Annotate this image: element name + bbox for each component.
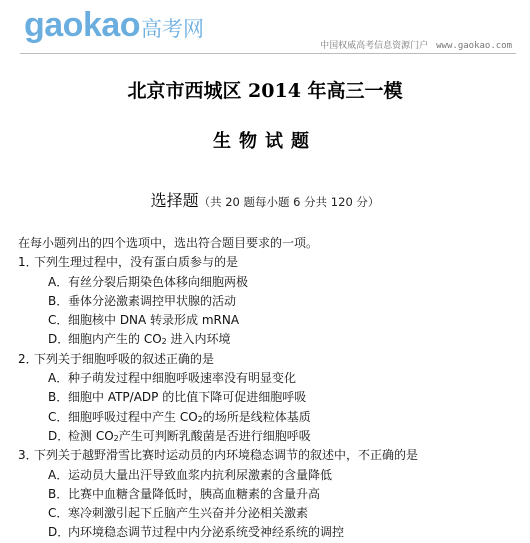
option xyxy=(18,523,523,542)
option-letter: C． xyxy=(48,313,69,328)
section-note: （共 20 题每小题 6 分共 120 分） xyxy=(198,195,380,209)
logo-wordmark: gaokao xyxy=(24,6,141,44)
option-letter: C． xyxy=(48,506,69,521)
option xyxy=(18,273,523,292)
question-text: 下列关于越野滑雪比赛时运动员的内环境稳态调节的叙述中，不正确的是 xyxy=(34,448,419,463)
question-number: 2． xyxy=(18,351,38,366)
option xyxy=(18,292,523,311)
option-letter: B． xyxy=(48,390,69,405)
site-header xyxy=(0,0,530,56)
option-text: 寒冷刺激引起下丘脑产生兴奋并分泌相关激素 xyxy=(68,506,309,521)
option-letter: D． xyxy=(48,525,70,540)
option-letter: B． xyxy=(48,486,69,501)
option-letter: D． xyxy=(48,428,70,443)
option-letter: A． xyxy=(48,467,69,482)
portal-text: 中国权威高考信息资源门户 xyxy=(320,41,429,51)
option-letter: D． xyxy=(48,332,70,347)
gaokao-logo[interactable] xyxy=(24,6,204,45)
option-text: 细胞呼吸过程中产生 $CO_2$的场所是线粒体基质 xyxy=(68,409,311,424)
option xyxy=(18,485,523,504)
option xyxy=(18,311,523,330)
document-title: 北京市西城区 2014 年高三一模 xyxy=(127,80,403,102)
option xyxy=(18,369,523,388)
option xyxy=(18,466,523,485)
option-letter: A． xyxy=(48,274,69,289)
option-letter: B． xyxy=(48,293,69,308)
logo-cjk-text: 高考网 xyxy=(141,17,205,41)
option-text: 垂体分泌激素调控甲状腺的活动 xyxy=(68,293,237,308)
question-body xyxy=(18,234,523,543)
option-text: 检测 $CO_2$产生可判断乳酸菌是否进行细胞呼吸 xyxy=(68,428,311,443)
option-letter: A． xyxy=(48,371,69,386)
question-number: 1． xyxy=(18,255,38,270)
option-text: 有丝分裂后期染色体移向细胞两极 xyxy=(68,274,249,289)
option-text: 内环境稳态调节过程中内分泌系统受神经系统的调控 xyxy=(68,525,345,540)
option-text: 细胞核中 DNA 转录形成 mRNA xyxy=(68,313,240,328)
question-stem xyxy=(18,446,523,465)
option xyxy=(18,388,523,407)
option-text: 运动员大量出汗导致血浆内抗利尿激素的含量降低 xyxy=(68,467,333,482)
question-text: 下列关于细胞呼吸的叙述正确的是 xyxy=(34,351,215,366)
option xyxy=(18,427,523,446)
section-heading xyxy=(0,188,530,211)
question-number: 3． xyxy=(18,448,38,463)
option xyxy=(18,408,523,427)
option xyxy=(18,504,523,523)
option-text: 比赛中血糖含量降低时，胰高血糖素的含量升高 xyxy=(68,486,321,501)
question-text: 下列生理过程中，没有蛋白质参与的是 xyxy=(34,255,239,270)
option xyxy=(18,330,523,349)
option-text: 细胞中 ATP/ADP 的比值下降可促进细胞呼吸 xyxy=(68,390,307,405)
header-divider xyxy=(20,53,516,54)
section-title: 选择题 xyxy=(150,191,199,210)
portal-url[interactable]: www.gaokao.com xyxy=(436,41,512,51)
instruction: 在每小题列出的四个选项中，选出符合题目要求的一项。 xyxy=(18,236,319,250)
option-text: 细胞内产生的 $CO_2$ 进入内环境 xyxy=(68,332,231,347)
question-stem xyxy=(18,253,523,272)
option-letter: C． xyxy=(48,409,69,424)
option-text: 种子萌发过程中细胞呼吸速率没有明显变化 xyxy=(68,371,297,386)
question-stem xyxy=(18,350,523,369)
portal-tagline xyxy=(320,38,512,51)
document-subtitle: 生物试题 xyxy=(213,131,317,152)
